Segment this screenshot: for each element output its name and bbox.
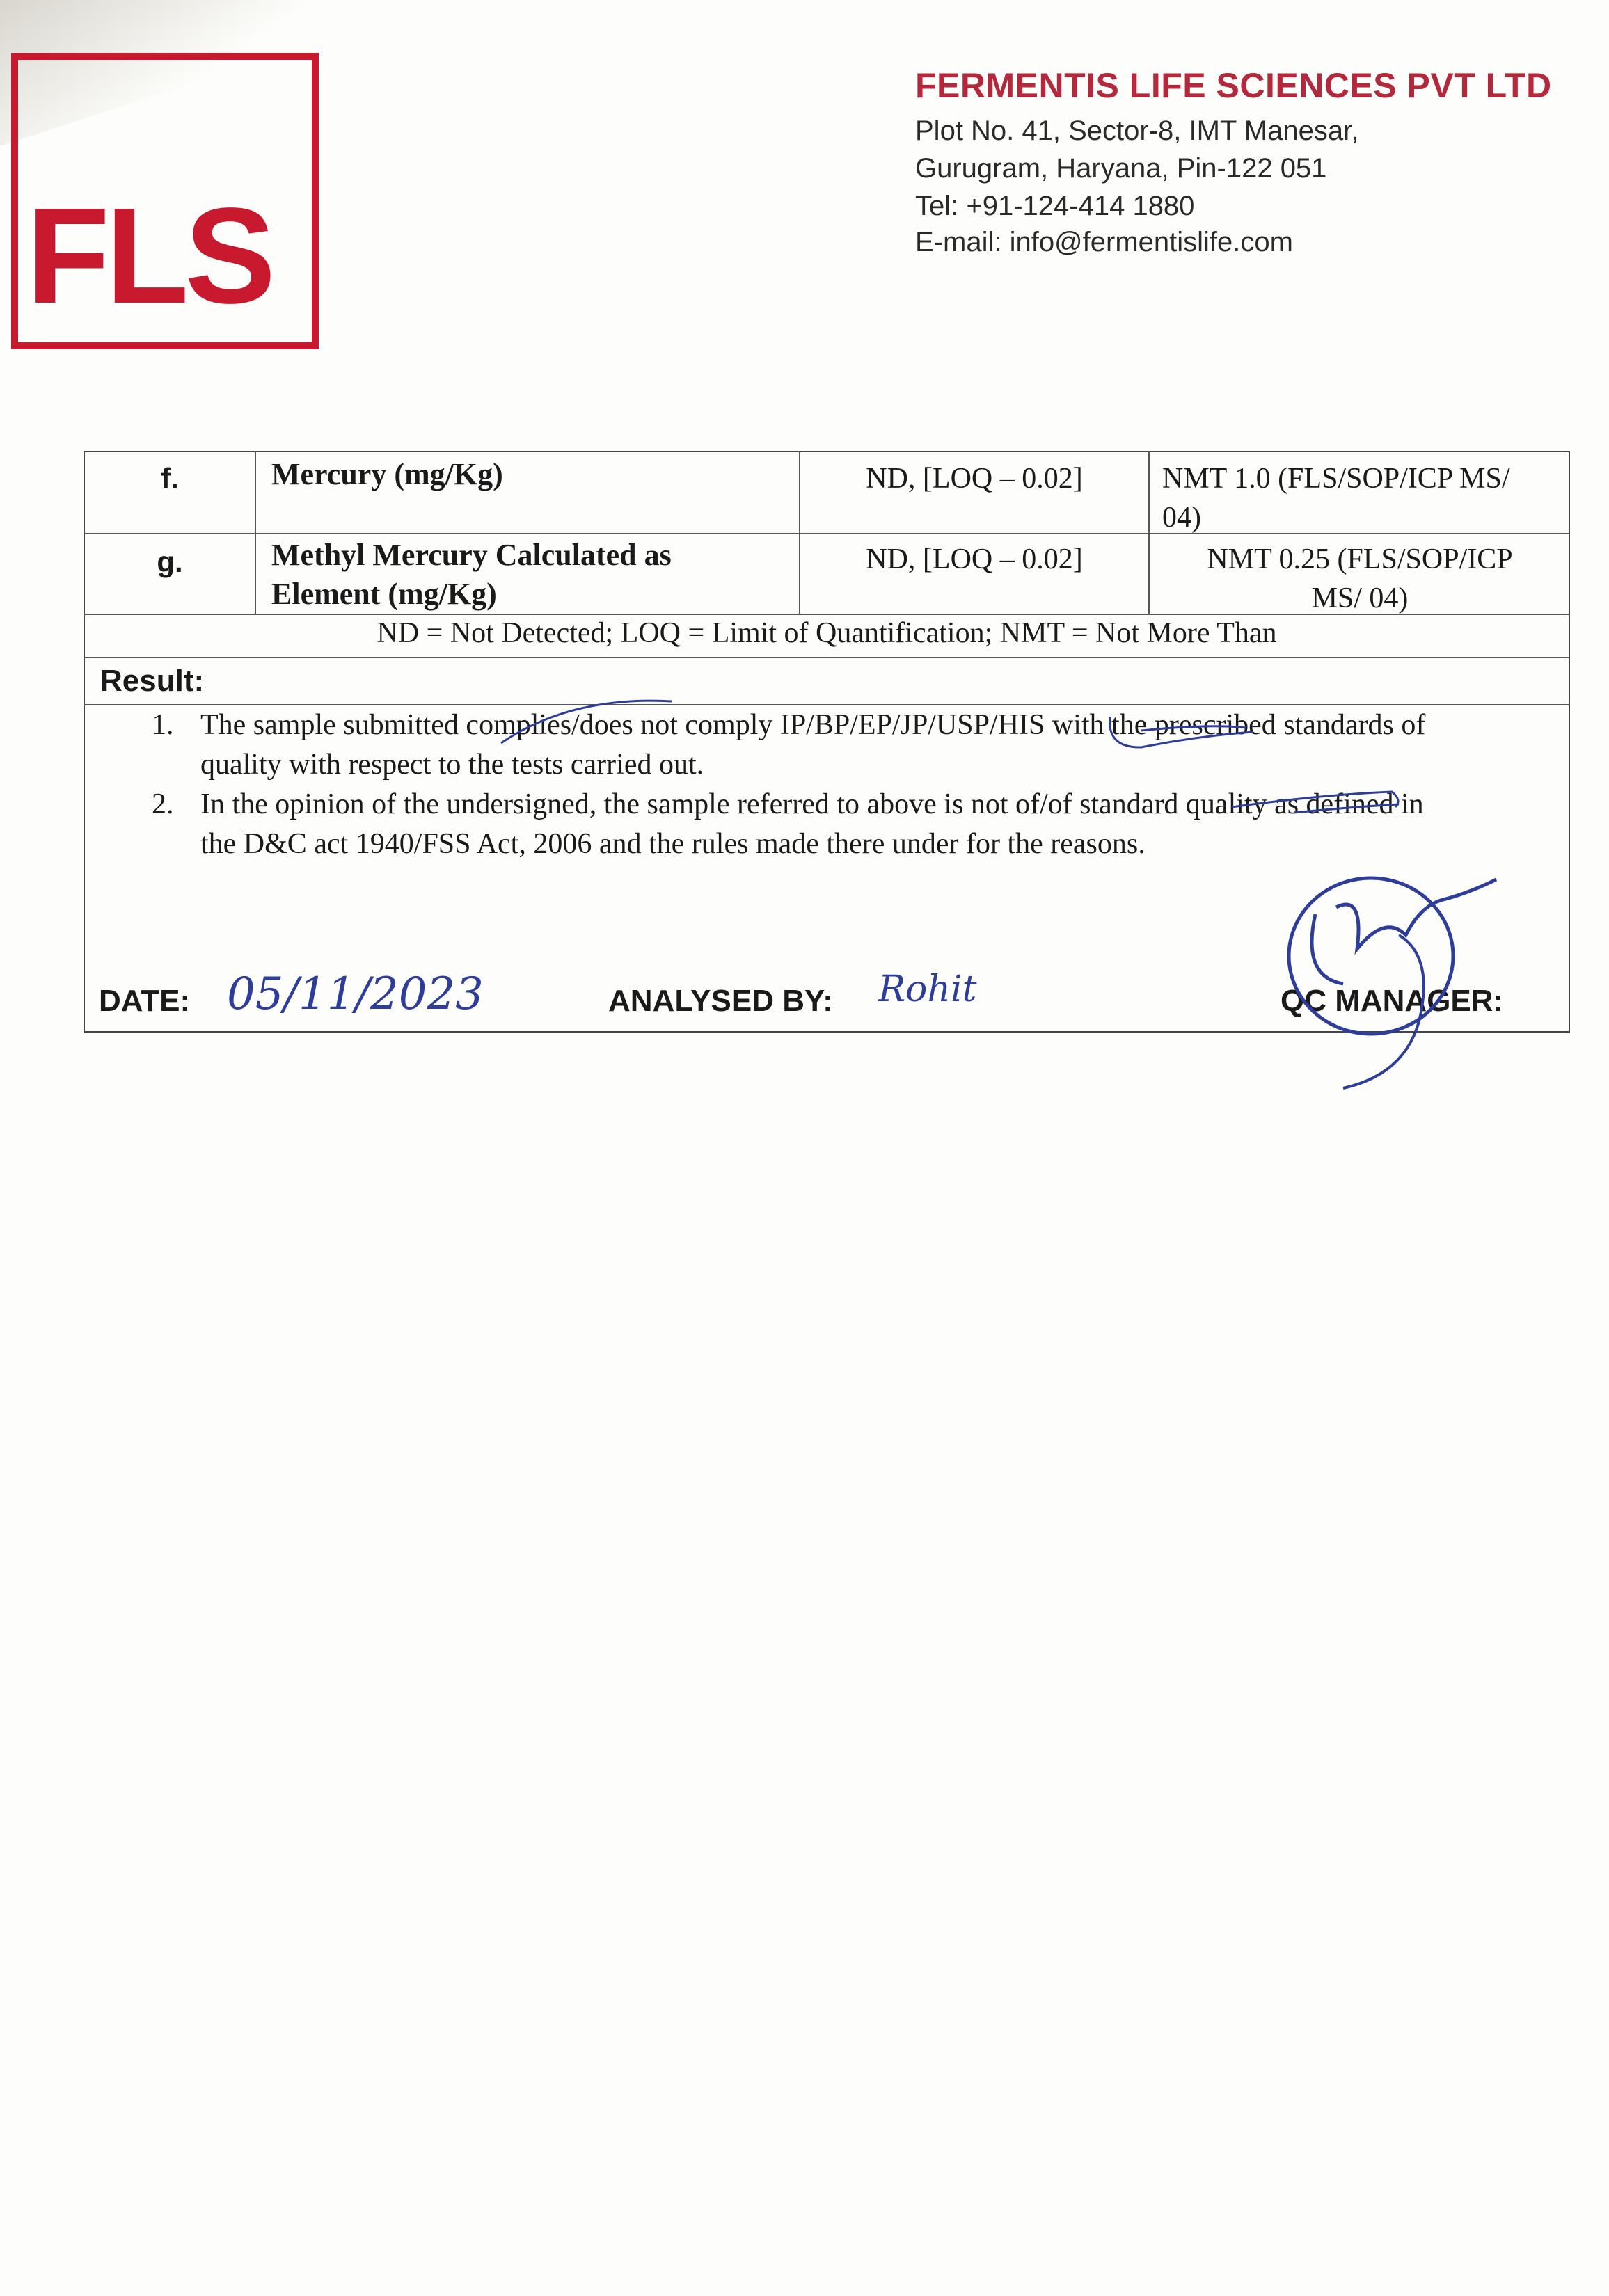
analysed-by-label: ANALYSED BY: (608, 984, 833, 1018)
column-divider (255, 451, 256, 614)
abbreviation-footnote: ND = Not Detected; LOQ = Limit of Quantification; NMT = Not More Than (377, 617, 1277, 649)
row-g-result: ND, [LOQ – 0.02] (866, 543, 1083, 575)
row-divider (84, 657, 1570, 658)
row-g-parameter (271, 536, 786, 614)
result-item-number: 2. (152, 788, 174, 820)
row-f-parameter: Mercury (mg/Kg) (271, 457, 503, 491)
row-g-limit (1150, 540, 1570, 618)
qc-stamp-signature (1260, 852, 1510, 1116)
date-value-handwritten: 05/11/2023 (227, 968, 484, 1020)
row-g-parameter-line1: Methyl Mercury Calculated as (271, 538, 672, 572)
address-line-2: Gurugram, Haryana, Pin-122 051 (915, 153, 1327, 184)
analyst-signature: Rohit (878, 968, 977, 1010)
row-f-limit-line2: 04) (1162, 502, 1201, 534)
signature-stroke (1312, 879, 1496, 984)
row-f-limit (1162, 459, 1566, 537)
row-f-limit-line1: NMT 1.0 (FLS/SOP/ICP MS/ (1162, 463, 1510, 495)
company-logo (11, 53, 319, 349)
row-g-limit-line1: NMT 0.25 (FLS/SOP/ICP (1207, 543, 1513, 575)
row-f-result: ND, [LOQ – 0.02] (866, 463, 1083, 495)
result-item-line: quality with respect to the tests carried out. (200, 749, 704, 781)
result-heading: Result: (100, 664, 205, 698)
result-item-line: The sample submitted complies/does not comply IP/BP/EP/JP/USP/HIS with the prescribed standards of (200, 709, 1426, 741)
result-item-line: the D&C act 1940/FSS Act, 2006 and the rules made there under for the reasons. (200, 828, 1146, 860)
qc-manager-label: QC MANAGER: (1281, 984, 1504, 1018)
result-list (152, 705, 1551, 864)
address-line-1: Plot No. 41, Sector-8, IMT Manesar, (915, 115, 1359, 146)
email-line: E-mail: info@fermentislife.com (915, 227, 1293, 257)
stamp-tail (1343, 935, 1424, 1088)
row-g-limit-line2: MS/ 04) (1311, 582, 1409, 614)
logo-text: FLS (26, 180, 272, 332)
phone-line: Tel: +91-124-414 1880 (915, 191, 1195, 221)
date-label: DATE: (99, 984, 191, 1018)
result-item-number: 1. (152, 709, 174, 741)
result-item (152, 705, 1551, 785)
company-name: FERMENTIS LIFE SCIENCES PVT LTD (915, 66, 1552, 105)
row-g-parameter-line2: Element (mg/Kg) (271, 577, 497, 611)
row-g-sno: g. (157, 545, 183, 578)
result-item-line: In the opinion of the undersigned, the sample referred to above is not of/of standard quality as defined in (200, 788, 1424, 820)
row-f-sno: f. (161, 462, 179, 495)
